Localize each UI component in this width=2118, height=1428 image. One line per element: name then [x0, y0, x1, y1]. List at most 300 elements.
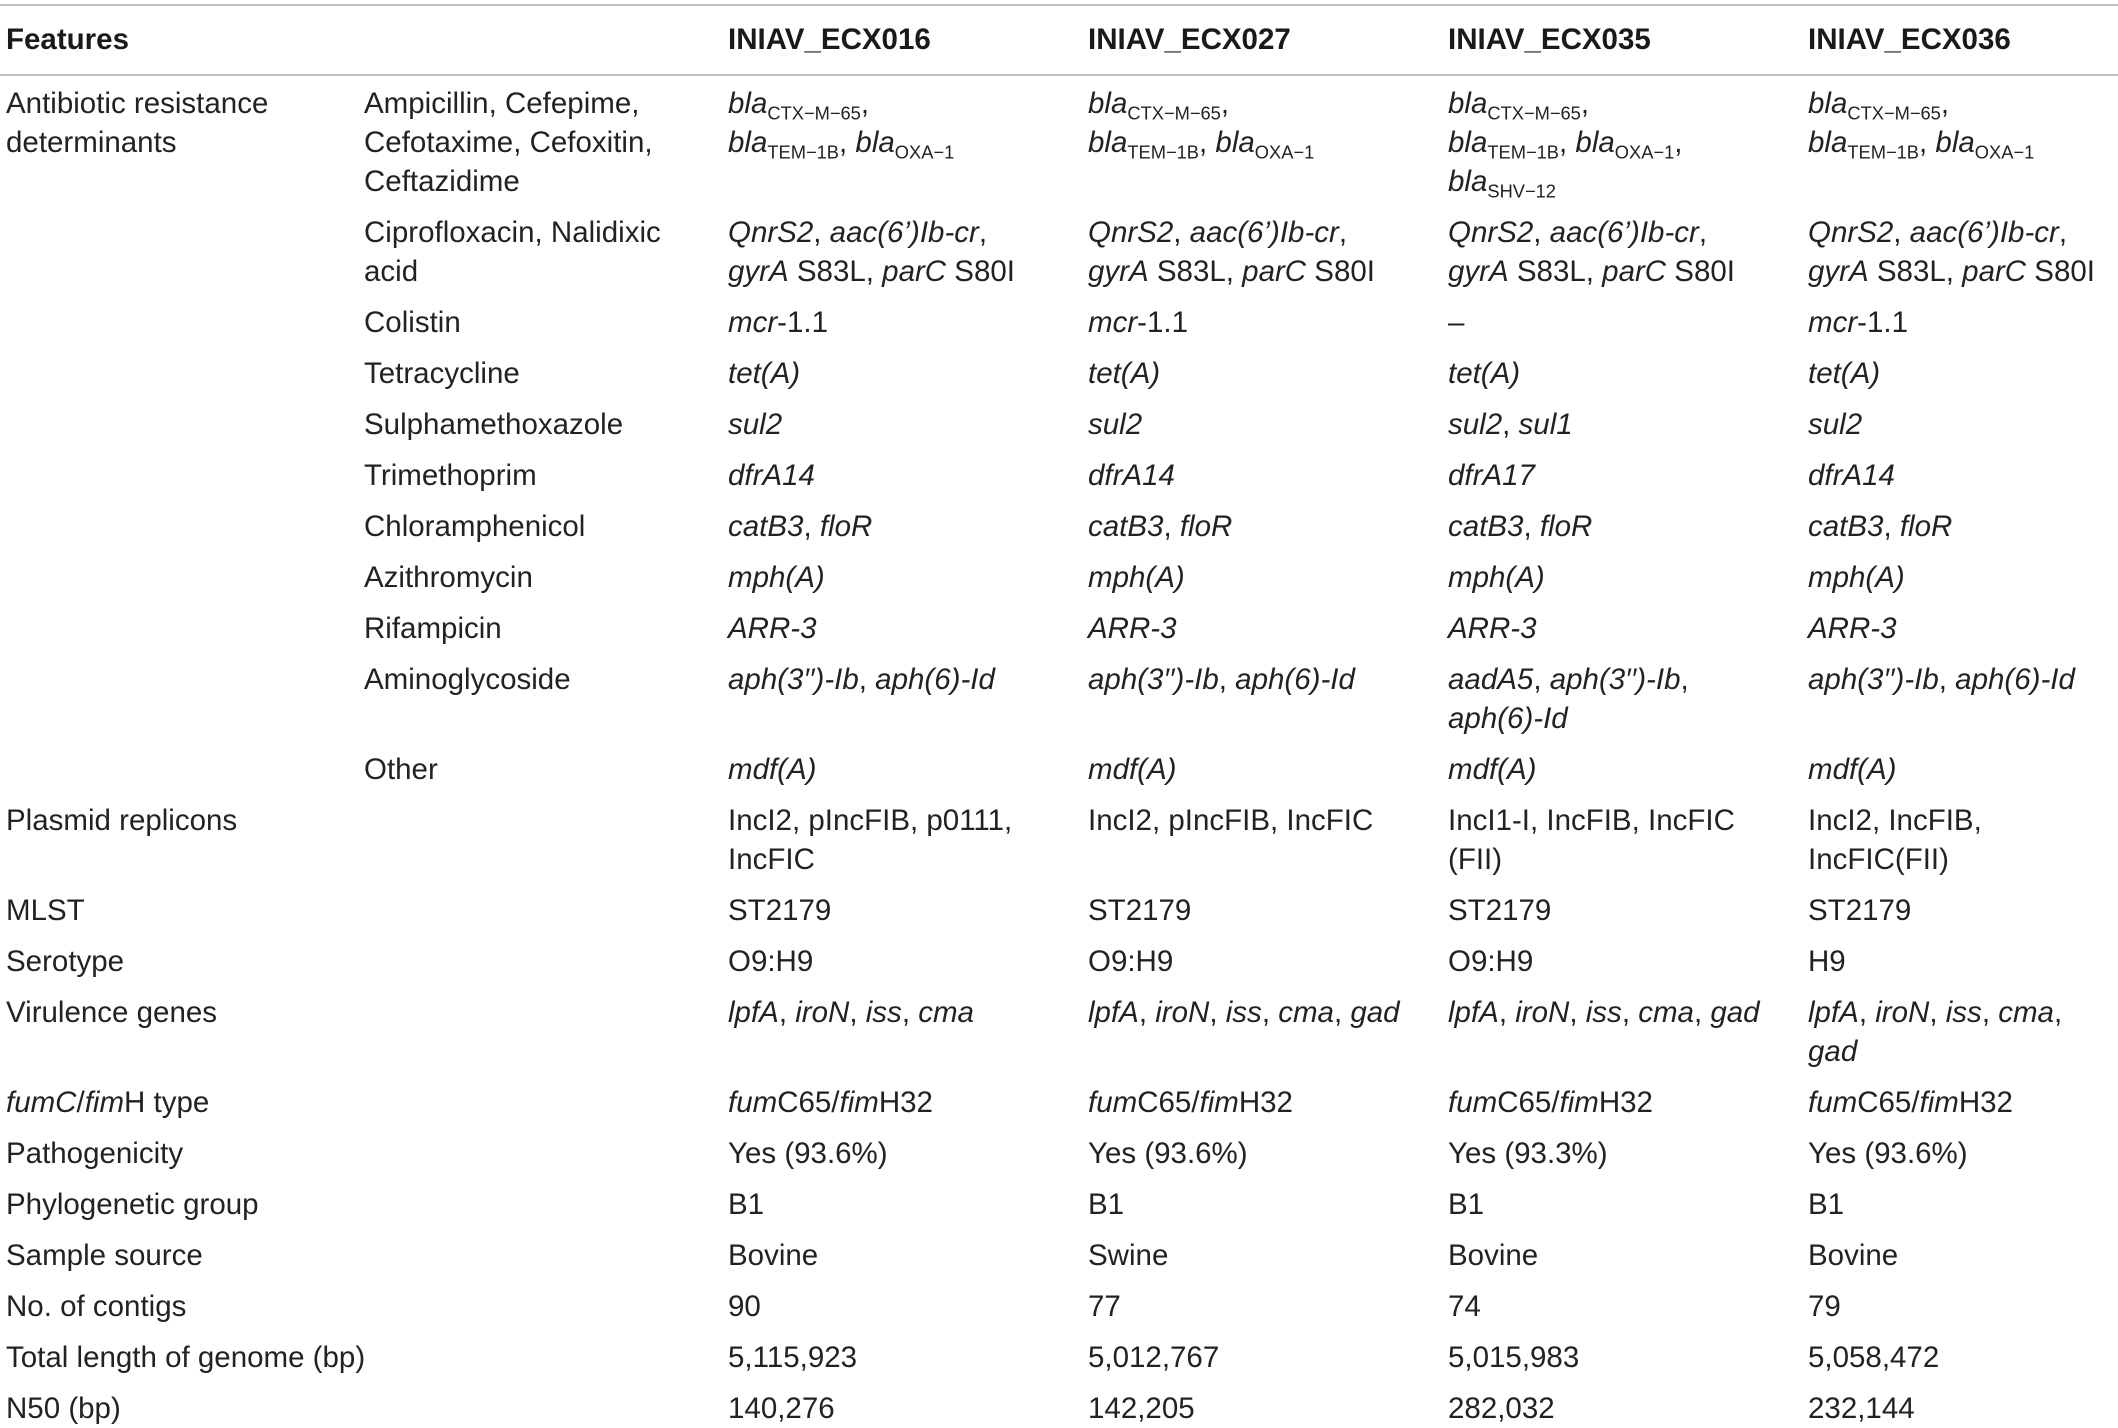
cell-text: , [1220, 87, 1230, 120]
feature-label [0, 1075, 722, 1126]
cell-line [1448, 405, 1798, 444]
table-cell [1082, 397, 1442, 448]
cell-text: -1.1 [1137, 306, 1188, 339]
cell-line [728, 750, 1078, 789]
antibiotic-label: Rifampicin [364, 612, 502, 645]
cell-line [728, 123, 1078, 162]
cell-text: , [1163, 510, 1180, 543]
cell-text: 77 [1088, 1290, 1121, 1323]
table-cell [1442, 934, 1802, 985]
table-cell [1082, 793, 1442, 883]
antibiotic-label: Ampicillin, Cefepime, Cefotaxime, Cefoxitin, Ceftazidime [364, 87, 653, 198]
gene-name: sul2 [1448, 408, 1503, 441]
antibiotic-label: Sulphamethoxazole [364, 408, 624, 441]
cell-text: 5,015,983 [1448, 1341, 1580, 1374]
cell-line [1088, 750, 1438, 789]
cell-text: C65/ [1857, 1086, 1920, 1119]
gene-subscript: TEM−1B [1487, 141, 1560, 163]
gene-name: gyrA [1808, 255, 1869, 288]
cell-line [1448, 252, 1798, 291]
cell-text: O9:H9 [1448, 945, 1534, 978]
cell-text: Yes (93.6%) [1808, 1137, 1968, 1170]
cell-text: ST2179 [728, 894, 832, 927]
cell-line [1808, 1389, 2114, 1428]
table-cell [1442, 883, 1802, 934]
gene-name: iroN [1875, 996, 1930, 1029]
header-subfeature [358, 5, 722, 75]
gene-name: catB3 [1448, 510, 1524, 543]
gene-name: sul2 [1808, 408, 1863, 441]
gene-name: ARR-3 [1808, 612, 1897, 645]
table-cell [1802, 205, 2118, 295]
table-cell [722, 75, 1082, 205]
table-cell [722, 1228, 1082, 1279]
cell-line [1088, 660, 1438, 699]
cell-line [1088, 1287, 1438, 1326]
table-cell [1442, 985, 1802, 1075]
cell-line [728, 1185, 1078, 1224]
cell-line [1808, 405, 2114, 444]
gene-name: dfrA14 [1808, 459, 1895, 492]
gene-name: aph(3′′)-Ib [728, 663, 859, 696]
cell-line [1088, 354, 1438, 393]
feature-label [0, 793, 722, 883]
cell-text: , [2053, 996, 2063, 1029]
gene-name: fim [839, 1086, 879, 1119]
cell-text: , [1502, 408, 1519, 441]
cell-line [1088, 84, 1438, 123]
table-cell [1802, 1075, 2118, 1126]
cell-line [1448, 303, 1798, 342]
gene-name: lpfA [1808, 996, 1859, 1029]
cell-text: , [858, 663, 876, 696]
cell-text: , [1138, 996, 1156, 1029]
table-cell [1442, 1075, 1802, 1126]
gene-name: bla [1215, 126, 1255, 159]
gene-name: fumC [6, 1086, 77, 1119]
gene-name: bla [1448, 87, 1488, 120]
gene-name: fim [84, 1086, 125, 1119]
table-cell [722, 205, 1082, 295]
cell-text: C65/ [1137, 1086, 1200, 1119]
gene-name: aac(6’)Ib-cr [829, 216, 979, 249]
cell-text: Yes (93.6%) [728, 1137, 888, 1170]
cell-text: ST2179 [1448, 894, 1552, 927]
cell-line [6, 1134, 718, 1173]
table-cell [722, 550, 1082, 601]
table-cell [1802, 550, 2118, 601]
cell-line [728, 891, 1078, 930]
table-cell [1442, 499, 1802, 550]
gene-name: QnrS2 [1088, 216, 1174, 249]
cell-line [6, 1338, 718, 1377]
cell-text: Total length of genome (bp) [6, 1341, 366, 1374]
gene-name: aph(3′′)-Ib [1808, 663, 1939, 696]
gene-name: aph(6)-Id [1448, 702, 1568, 735]
cell-text: H9 [1808, 945, 1846, 978]
antibiotic-label: Tetracycline [364, 357, 520, 390]
gene-subscript: CTX−M−65 [1847, 102, 1941, 124]
cell-line [1088, 1389, 1438, 1428]
cell-text: 142,205 [1088, 1392, 1195, 1425]
table-cell [1802, 499, 2118, 550]
cell-text: ST2179 [1808, 894, 1912, 927]
cell-line [728, 609, 1078, 648]
cell-line [1088, 1338, 1438, 1377]
table-cell [1802, 75, 2118, 205]
cell-text: , [978, 216, 988, 249]
cell-text: , [1858, 996, 1876, 1029]
cell-line [1448, 609, 1798, 648]
header-iniav-ecx035: INIAV_ECX035 [1442, 5, 1802, 75]
gene-name: bla [1575, 126, 1615, 159]
cell-text: , [1883, 510, 1900, 543]
cell-text: (FII) [1448, 843, 1503, 876]
table-cell [722, 793, 1082, 883]
gene-name: fum [728, 1086, 778, 1119]
gene-name: catB3 [728, 510, 804, 543]
features-table [0, 4, 2118, 1428]
cell-line [1088, 1083, 1438, 1122]
cell-line [1808, 891, 2114, 930]
table-row [0, 1075, 2118, 1126]
gene-name: fum [1448, 1086, 1498, 1119]
gene-name: dfrA14 [1088, 459, 1175, 492]
cell-line [728, 456, 1078, 495]
cell-line [728, 354, 1078, 393]
gene-name: lpfA [1088, 996, 1139, 1029]
table-cell [1082, 883, 1442, 934]
table-cell [1442, 295, 1802, 346]
cell-text: , [1674, 126, 1683, 159]
table-cell [1802, 934, 2118, 985]
cell-text: N50 (bp) [6, 1392, 121, 1425]
table-row [0, 1228, 2118, 1279]
cell-text: , [1209, 996, 1226, 1029]
cell-text: C65/ [777, 1086, 840, 1119]
cell-text: , [1981, 996, 1999, 1029]
cell-line [6, 942, 718, 981]
gene-name: gad [1710, 996, 1760, 1029]
cell-text: H32 [1238, 1086, 1293, 1119]
section-label: Antibiotic resistance determinants [6, 87, 269, 159]
gene-name: iss [1225, 996, 1262, 1029]
gene-name: parC [1962, 255, 2027, 288]
gene-subscript: SHV−12 [1487, 180, 1556, 202]
gene-name: gyrA [1088, 255, 1149, 288]
cell-text: , [1523, 510, 1540, 543]
table-cell [722, 652, 1082, 742]
table-cell [1802, 1228, 2118, 1279]
cell-line [6, 993, 718, 1032]
cell-line [1808, 354, 2114, 393]
cell-text: , [1533, 663, 1550, 696]
table-cell [722, 1126, 1082, 1177]
cell-text: IncI2, IncFIB, IncFIC(FII) [1808, 804, 1982, 876]
table-cell [1082, 652, 1442, 742]
antibiotic-label: Chloramphenicol [364, 510, 586, 543]
cell-line [728, 558, 1078, 597]
table-cell [1442, 601, 1802, 652]
cell-line [1448, 1083, 1798, 1122]
cell-line [1088, 1185, 1438, 1224]
cell-text: Bovine [1808, 1239, 1899, 1272]
gene-name: aadA5 [1448, 663, 1534, 696]
table-cell [1802, 448, 2118, 499]
gene-subscript: TEM−1B [1847, 141, 1920, 163]
cell-text: 5,115,923 [728, 1341, 858, 1374]
gene-subscript: OXA−1 [1254, 141, 1315, 163]
cell-line [1448, 1185, 1798, 1224]
cell-text: , [849, 996, 866, 1029]
cell-line [728, 801, 1078, 840]
table-row [0, 793, 2118, 883]
cell-line [1808, 1083, 2114, 1122]
gene-name: fim [1559, 1086, 1599, 1119]
gene-name: gyrA [1448, 255, 1509, 288]
gene-name: parC [1242, 255, 1307, 288]
gene-name: lpfA [728, 996, 779, 1029]
cell-text: S80I [1666, 255, 1735, 288]
table-cell [1082, 1330, 1442, 1381]
gene-name: dfrA14 [728, 459, 815, 492]
feature-label [0, 1279, 722, 1330]
cell-line [1808, 1134, 2114, 1173]
gene-name: sul1 [1518, 408, 1573, 441]
cell-line [1808, 609, 2114, 648]
feature-label [0, 985, 722, 1075]
gene-name: ARR-3 [1088, 612, 1177, 645]
cell-line [1808, 456, 2114, 495]
cell-line [1088, 252, 1438, 291]
gene-subscript: TEM−1B [767, 141, 840, 163]
gene-name: cma [1998, 996, 2054, 1029]
cell-line [6, 1389, 718, 1428]
cell-line [1448, 84, 1798, 123]
cell-text: -1.1 [1857, 306, 1908, 339]
table-cell [1082, 295, 1442, 346]
gene-name: QnrS2 [1808, 216, 1894, 249]
table-cell [1802, 793, 2118, 883]
gene-subscript: OXA−1 [1974, 141, 2035, 163]
cell-text: , [1338, 216, 1348, 249]
gene-name: mdf(A) [728, 753, 817, 786]
table-cell [1442, 793, 1802, 883]
cell-text: , [1621, 996, 1639, 1029]
header-features: Features [0, 5, 358, 75]
cell-text: S83L, [788, 255, 883, 288]
table-cell [1082, 346, 1442, 397]
gene-name: catB3 [1088, 510, 1164, 543]
cell-text: H32 [878, 1086, 933, 1119]
cell-line [1088, 213, 1438, 252]
cell-text: C65/ [1497, 1086, 1560, 1119]
gene-name: mph(A) [728, 561, 825, 594]
gene-name: aac(6’)Ib-cr [1909, 216, 2059, 249]
antibiotic-label: Colistin [364, 306, 461, 339]
table-cell [722, 346, 1082, 397]
cell-line [1448, 1389, 1798, 1428]
gene-subscript: TEM−1B [1127, 141, 1200, 163]
cell-line [1088, 1134, 1438, 1173]
cell-text: H32 [1958, 1086, 2013, 1119]
cell-line [1448, 1287, 1798, 1326]
gene-name: bla [728, 87, 768, 120]
feature-label [0, 1330, 722, 1381]
cell-text: , [1680, 663, 1689, 696]
table-cell [1082, 1177, 1442, 1228]
cell-line [728, 660, 1078, 699]
cell-text: , [1498, 996, 1516, 1029]
cell-line [728, 1389, 1078, 1428]
table-cell [1802, 883, 2118, 934]
cell-text: , [1533, 216, 1550, 249]
table-cell [1442, 75, 1802, 205]
gene-name: sul2 [728, 408, 783, 441]
table-row [0, 1330, 2118, 1381]
cell-text: , [1569, 996, 1586, 1029]
gene-name: aph(6)-Id [1235, 663, 1355, 696]
table-cell [1442, 1126, 1802, 1177]
cell-line [1088, 303, 1438, 342]
table-cell [1082, 934, 1442, 985]
gene-name: tet(A) [1448, 357, 1521, 390]
cell-line [6, 1287, 718, 1326]
gene-name: iroN [1515, 996, 1570, 1029]
gene-subscript: OXA−1 [894, 141, 955, 163]
cell-line [1088, 123, 1438, 162]
cell-line [728, 405, 1078, 444]
table-cell [722, 1279, 1082, 1330]
cell-line [728, 1287, 1078, 1326]
cell-text: , [813, 216, 830, 249]
gene-name: QnrS2 [728, 216, 814, 249]
cell-line [728, 1236, 1078, 1275]
gene-name: mdf(A) [1088, 753, 1177, 786]
gene-name: gad [1808, 1035, 1858, 1068]
gene-name: floR [1539, 510, 1593, 543]
cell-line [1448, 162, 1798, 201]
table-cell [1802, 346, 2118, 397]
table-cell [1082, 550, 1442, 601]
cell-text: , [1173, 216, 1190, 249]
table-cell [1082, 448, 1442, 499]
gene-name: floR [1179, 510, 1233, 543]
cell-text: No. of contigs [6, 1290, 187, 1323]
table-cell [1082, 1126, 1442, 1177]
cell-line [1808, 750, 2114, 789]
cell-line [1448, 123, 1798, 162]
cell-text: , [1938, 663, 1956, 696]
table-cell [1802, 742, 2118, 793]
table-cell [1442, 448, 1802, 499]
cell-text: S80I [946, 255, 1015, 288]
cell-line [1448, 993, 1798, 1032]
cell-line [1088, 456, 1438, 495]
cell-line [1808, 507, 2114, 546]
table-cell [722, 295, 1082, 346]
cell-text: S83L, [1148, 255, 1243, 288]
table-cell [1802, 1381, 2118, 1428]
table-cell [1442, 1279, 1802, 1330]
cell-text: Yes (93.3%) [1448, 1137, 1608, 1170]
gene-name: fum [1808, 1086, 1858, 1119]
table-cell [1082, 499, 1442, 550]
cell-text: , [1580, 87, 1590, 120]
cell-text: B1 [1448, 1188, 1485, 1221]
table-cell [722, 883, 1082, 934]
table-cell [722, 1177, 1082, 1228]
cell-text: 282,032 [1448, 1392, 1555, 1425]
cell-text: Serotype [6, 945, 125, 978]
table-cell [1082, 1381, 1442, 1428]
table-cell [1802, 652, 2118, 742]
table-cell [722, 1330, 1082, 1381]
cell-text: 232,144 [1808, 1392, 1915, 1425]
gene-name: mcr [1808, 306, 1858, 339]
cell-line [1448, 942, 1798, 981]
cell-text: 90 [728, 1290, 761, 1323]
cell-line [1448, 699, 1798, 738]
gene-name: iss [1945, 996, 1982, 1029]
table-row [0, 1381, 2118, 1428]
cell-line [1088, 1236, 1438, 1275]
gene-name: ARR-3 [728, 612, 817, 645]
gene-name: iss [865, 996, 902, 1029]
cell-text: Sample source [6, 1239, 203, 1272]
cell-text: , [2058, 216, 2068, 249]
cell-text: , [1199, 126, 1216, 159]
feature-label [0, 934, 722, 985]
gene-name: sul2 [1088, 408, 1143, 441]
cell-text: , [1693, 996, 1711, 1029]
cell-text: Yes (93.6%) [1088, 1137, 1248, 1170]
gene-name: bla [855, 126, 895, 159]
gene-name: mdf(A) [1448, 753, 1537, 786]
gene-name: aph(6)-Id [1955, 663, 2075, 696]
cell-text: H type [124, 1086, 210, 1119]
table-cell [1082, 205, 1442, 295]
cell-line [1448, 354, 1798, 393]
cell-line [1088, 993, 1438, 1032]
table-cell [1442, 205, 1802, 295]
gene-name: floR [1899, 510, 1953, 543]
cell-text: -1.1 [777, 306, 828, 339]
gene-name: bla [1088, 87, 1128, 120]
gene-name: bla [1088, 126, 1128, 159]
table-cell [1442, 346, 1802, 397]
gene-name: floR [819, 510, 873, 543]
cell-line [1448, 1134, 1798, 1173]
cell-text: O9:H9 [1088, 945, 1174, 978]
cell-line [1808, 303, 2114, 342]
cell-line [6, 1083, 718, 1122]
table-cell [722, 985, 1082, 1075]
gene-name: catB3 [1808, 510, 1884, 543]
cell-text: , [1940, 87, 1950, 120]
gene-name: mph(A) [1448, 561, 1545, 594]
table-row [0, 1177, 2118, 1228]
gene-name: aac(6’)Ib-cr [1549, 216, 1699, 249]
gene-name: mdf(A) [1808, 753, 1897, 786]
cell-text: , [1893, 216, 1910, 249]
cell-text: , [1333, 996, 1351, 1029]
cell-line [728, 303, 1078, 342]
gene-name: mph(A) [1088, 561, 1185, 594]
cell-line [1808, 1236, 2114, 1275]
cell-text: , [778, 996, 796, 1029]
cell-text: Virulence genes [6, 996, 218, 1029]
